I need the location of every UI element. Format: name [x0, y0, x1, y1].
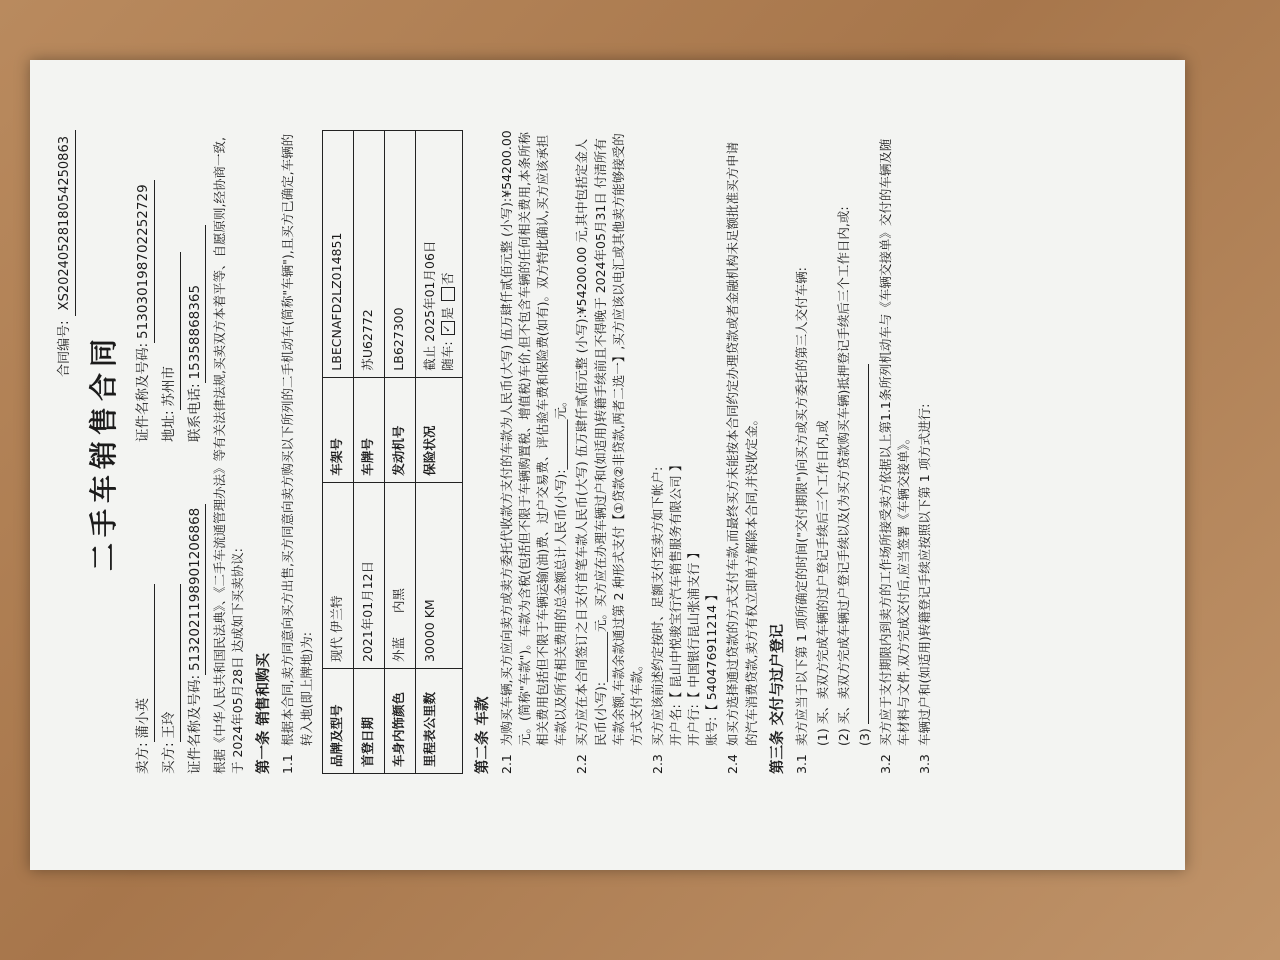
account-number: 540476911214 — [704, 604, 720, 701]
clause-number: 1.1 — [280, 754, 296, 774]
clause-2-2 — [573, 130, 646, 774]
vin-value: LBECNAFD2LZ014851 — [322, 131, 353, 378]
table-row — [415, 131, 462, 774]
clause-1-1 — [279, 130, 315, 774]
contract-paper — [30, 60, 1185, 870]
plate-value: 苏U62772 — [353, 131, 384, 378]
brand-value: 现代 伊兰特 — [322, 482, 353, 668]
mileage-value: 30000 KM — [415, 482, 462, 668]
unchecked-box-icon[interactable] — [441, 287, 455, 301]
buyer-id: 513202119890120​6868 — [186, 504, 207, 675]
clause-text: 根据本合同,卖方同意向买方出售,买方同意向卖方购买以下所列的二手机动车(简称"车辆"),且买方已确定,车辆的转入地(即上牌地)为: — [280, 133, 314, 746]
table-row — [384, 131, 415, 774]
clause-number: 2.2 — [574, 754, 590, 774]
clause-text: 车辆过户和(如适用)转籍登记手续应按照以下第 1 项方式进行: — [917, 403, 933, 746]
seller-id: 51303019870225​2729 — [134, 180, 155, 343]
seller-name: 蒲小英 — [134, 584, 155, 742]
contract-document — [30, 60, 1185, 870]
plate-label: 车牌号 — [353, 377, 384, 482]
buyer-row — [160, 130, 181, 774]
clause-number: 2.4 — [725, 754, 741, 774]
bank-name: 中国银行昆山张浦支行 — [686, 562, 702, 688]
insurance-value — [415, 131, 462, 378]
clause-number: 2.3 — [649, 754, 665, 774]
option-3-label: (3) — [857, 728, 873, 746]
clause-text: 卖方应当于以下第 1 项所确定的时间("交付期限")向买方或买方委托的第三人交付车辆: — [793, 267, 809, 746]
bank-label: 开户行: — [686, 704, 702, 746]
insurance-expiry: 截止 2025年01月06日 — [421, 240, 437, 371]
buyer-id-label: 证件名称及号码: — [186, 674, 203, 774]
buyer-name: 王玲 — [160, 584, 181, 742]
option-3 — [856, 130, 874, 774]
mileage-label: 里程表公里数 — [415, 669, 462, 774]
clause-2-4 — [724, 130, 760, 774]
insurance-follow — [439, 137, 457, 371]
buyer-label: 买方: — [161, 742, 177, 774]
clause-2-1 — [498, 130, 571, 774]
buyer-id-row — [186, 130, 207, 774]
checked-box-icon[interactable]: ✓ — [441, 321, 455, 335]
exterior-color: 外蓝 — [390, 636, 406, 662]
clause-text: 买方应在本合同签订之日支付首笔车款人民币(大写) 伍万肆仟贰佰元整 (小写):¥54200.00 元,其中包括定金人民币(小写):________元。买方应在办理车辆过户和(如适用)转籍手续前且不得晚于 2024年05月31日 付清所有车款余额,车款余款通过第 2 种形式支付【①贷款②非贷款,两者二选一】,买方应该以电汇或其他卖方能够接受的方式支付车款。 — [574, 133, 644, 746]
article-2-title: 第二条 车款 — [474, 696, 491, 774]
follow-label: 随车: — [439, 341, 455, 371]
clause-number: 3.3 — [917, 754, 933, 774]
account-number-label: 账号: — [704, 716, 720, 746]
preamble: 根据《中华人民共和国民法典》、《二手车流通管理办法》等有关法律法规,买卖双方本着平等、自愿原则,经协商一致,于 2024年05月28日 达成如下买卖协议: — [212, 137, 246, 774]
article-3-title: 第三条 交付与过户登记 — [769, 623, 786, 774]
address-label: 地址: — [161, 410, 177, 442]
insurance-label: 保险状况 — [415, 377, 462, 482]
clause-3-1 — [793, 130, 811, 774]
seller-label: 卖方: — [135, 742, 152, 774]
contract-number-label: 合同编号: — [57, 320, 72, 377]
clause-2-3 — [649, 130, 722, 774]
buyer-address: 苏州市 — [160, 252, 181, 410]
account-name: 昆山中悦骏宝行汽车销售服务有限公司 — [668, 475, 684, 688]
contract-number: XS2024052818054250863 — [56, 130, 76, 316]
clause-text: 如买方选择通过贷款的方式支付车款,而最终买方未能按本合同约定办理贷款或者金融机构未足额批准买方申请的汽车消费贷款,卖方有权立即单方解除本合同,并没收定金。 — [725, 142, 759, 746]
clause-text: 买方应该前述约定按时、足额支付至卖方如下帐户: 开户名:【 昆山中悦骏宝行汽车销售服务有限公司 】 开户行:【 中国银行昆山张浦支行 】 账号:【 540476911214 】 — [649, 458, 720, 746]
clause-3-2 — [877, 130, 913, 774]
clause-3-3 — [916, 130, 934, 774]
seller-id-label: 证件名称及号码: — [135, 342, 152, 442]
account-intro: 买方应该前述约定按时、足额支付至卖方如下帐户: — [649, 466, 665, 746]
interior-color: 内黑 — [390, 588, 406, 614]
seller-row — [134, 130, 155, 774]
clause-number: 3.1 — [793, 754, 809, 774]
account-name-label: 开户名: — [668, 704, 684, 746]
reg-date-label: 首登日期 — [353, 669, 384, 774]
engine-label: 发动机号 — [384, 377, 415, 482]
option-2: (2) 买、卖双方完成车辆过户登记手续以及(为买方贷款购买车辆)抵押登记手续后三个工作日内,或: — [835, 206, 851, 746]
article-1-title: 第一条 销售和购买 — [256, 652, 273, 774]
contract-number-line — [56, 130, 76, 774]
buyer-phone: 15358868365 — [186, 225, 207, 383]
blank-line — [868, 364, 869, 724]
engine-value: LB627300 — [384, 131, 415, 378]
document-title: 二手车销售合同 — [86, 333, 120, 572]
clause-text: 为购买车辆,买方应向卖方或卖方委托代收款方支付的车款为人民币(大写) 伍万肆仟贰佰元整 (小写):¥54200.00 元。(简称"车款")。车款为含税(包括但不限于车辆购置税、增值税)车价,但不包含车辆的任何相关费用,本条所称相关费用包括但不限于车辆运输(油)费、过户交易费、评估验车费和保险费(如有)。双方特此确认,买方应该承担车款以及所有相关费用的总金额总计人民币(小写):________元。 — [498, 130, 569, 746]
no-label: 否 — [439, 272, 455, 285]
vehicle-table — [322, 130, 463, 774]
table-row — [322, 131, 353, 774]
brand-label: 品牌及型号 — [322, 669, 353, 774]
vin-label: 车架号 — [322, 377, 353, 482]
color-label: 车身内饰颜色 — [384, 669, 415, 774]
phone-label: 联系电话: — [186, 383, 203, 442]
option-1: (1) 买、卖双方完成车辆的过户登记手续后三个工作日内,或 — [814, 420, 830, 746]
clause-number: 3.2 — [878, 754, 894, 774]
yes-label: 是 — [439, 306, 455, 320]
reg-date-value: 2021年01月12日 — [353, 482, 384, 668]
clause-number: 2.1 — [498, 754, 514, 774]
table-row — [353, 131, 384, 774]
color-value — [384, 482, 415, 668]
clause-text: 买方应于支付期限内到卖方的工作场所接受卖方依据以上第1.1条所列机动车与《车辆交接单》交付的车辆及随车材料与文件,双方完成交付后,应当签署《车辆交接单》。 — [878, 138, 912, 746]
